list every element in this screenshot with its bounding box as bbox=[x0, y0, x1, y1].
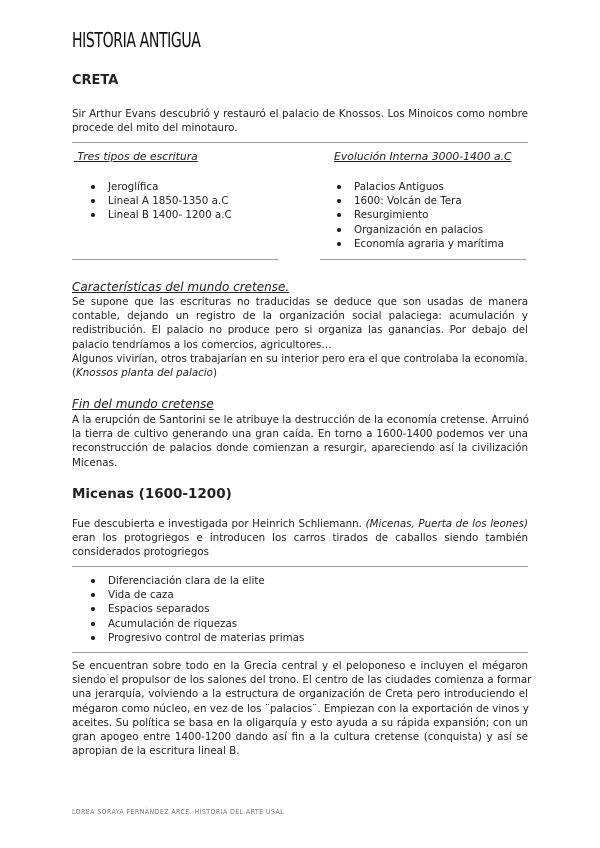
text-line: A la erupción de Santorini se le atribuye la destrucción de la economía cretense. Arruinó bbox=[72, 414, 529, 426]
page-title: HISTORIA ANTIGUA bbox=[72, 28, 201, 52]
creta-intro bbox=[72, 107, 528, 135]
column-heading-escritura: Tres tipos de escritura bbox=[74, 150, 198, 163]
list-item: Jeroglífica bbox=[88, 180, 232, 194]
section-heading-fin: Fin del mundo cretense bbox=[72, 397, 214, 411]
divider-left bbox=[72, 259, 278, 260]
text-line: considerados protogriegos bbox=[72, 546, 209, 559]
divider bbox=[72, 142, 528, 143]
text-line: una jerarquía, volviendo a la estructura de organización de Creta pero introduciendo el bbox=[72, 688, 528, 701]
text-line: contable, dejando un registro de la organización social palaciega: acumulación y bbox=[72, 310, 528, 323]
text-line: redistribución. El palacio no produce pero si organiza las ganancias. Por debajo del bbox=[72, 324, 528, 337]
list-item: Lineal A 1850-1350 a.C bbox=[88, 194, 232, 208]
section-heading-caracteristicas: Características del mundo cretense. bbox=[72, 280, 290, 294]
caracteristicas-text bbox=[72, 295, 528, 380]
divider-right bbox=[320, 259, 526, 260]
micenas-body bbox=[72, 659, 532, 758]
list-item: Progresivo control de materias primas bbox=[88, 631, 304, 645]
intro-text: Fue descubierta e investigada por Heinrich Schliemann. bbox=[72, 518, 366, 530]
column-heading-evolucion: Evolución Interna 3000-1400 a.C bbox=[334, 150, 512, 163]
caption-italic: Knossos planta del palacio bbox=[76, 367, 213, 380]
text-line: Algunos vivirían, otros trabajarían en su interior pero era el que controlaba la economía. bbox=[72, 352, 528, 365]
text-line: gran apogeo entre 1400-1200 dando así fin a la cultura cretense (conquista) y así se bbox=[72, 731, 528, 744]
list-item: Organización en palacios bbox=[334, 223, 504, 237]
list-item: Espacios separados bbox=[88, 602, 304, 616]
divider bbox=[72, 566, 528, 567]
divider bbox=[72, 652, 528, 653]
text-line: Micenas. bbox=[72, 456, 118, 469]
section-heading-creta: CRETA bbox=[72, 73, 119, 88]
page-footer: LOREA SORAYA FERNÁNDEZ ARCE. HISTORIA DEL ARTE USAL bbox=[72, 808, 285, 816]
list-evolucion bbox=[334, 180, 504, 251]
list-item: Lineal B 1400- 1200 a.C bbox=[88, 208, 232, 222]
text-line: aceites. Su política se basa en la oligarquía y esto ayuda a su rápida expansión; con un bbox=[72, 716, 528, 729]
list-escritura bbox=[88, 180, 232, 223]
image-caption: (Micenas, Puerta de los leones) bbox=[365, 518, 528, 530]
text-line: reconstrucción de palacios donde comienzan a resurgir, apareciendo así la civilización bbox=[72, 442, 528, 455]
text-line: siendo el propulsor de los salones del trono. El centro de las ciudades comienza a formar bbox=[72, 674, 532, 687]
list-item: Diferenciación clara de la elite bbox=[88, 574, 304, 588]
text-line bbox=[72, 517, 528, 531]
text-line: eran los protogriegos e introducen los carros tirados de caballos siendo también bbox=[72, 532, 528, 545]
creta-intro-line: Sir Arthur Evans descubrió y restauró el palacio de Knossos. Los Minoicos como nombre bbox=[72, 108, 528, 120]
creta-intro-line: procede del mito del minotauro. bbox=[72, 122, 238, 135]
list-micenas bbox=[88, 574, 304, 645]
list-item: Resurgimiento bbox=[334, 208, 504, 222]
text-line: Se supone que las escrituras no traducidas se deduce que son usadas de manera bbox=[72, 296, 528, 308]
text-line: apropian de la escritura lineal B. bbox=[72, 745, 240, 758]
list-item: Economía agraria y marítima bbox=[334, 237, 504, 251]
list-item: 1600: Volcán de Tera bbox=[334, 194, 504, 208]
text-line: palacio tendríamos a los comercios, agricultores… bbox=[72, 338, 332, 351]
caption-close: ) bbox=[212, 367, 218, 380]
text-line: Se encuentran sobre todo en la Grecia central y el peloponeso e incluyen el mégaron bbox=[72, 660, 528, 672]
text-line: mégaron como núcleo, en vez de los ¨palacios¨. Empiezan con la exportación de vinos y bbox=[72, 702, 529, 715]
list-item: Vida de caza bbox=[88, 588, 304, 602]
caption-open: ( bbox=[72, 367, 77, 380]
micenas-intro bbox=[72, 517, 528, 560]
section-heading-micenas: Micenas (1600-1200) bbox=[72, 486, 232, 502]
image-caption bbox=[72, 366, 528, 380]
list-item: Palacios Antiguos bbox=[334, 180, 504, 194]
fin-text bbox=[72, 413, 528, 470]
text-line: la tierra de cultivo generando una gran caída. En torno a 1600-1400 podemos ver una bbox=[72, 428, 528, 441]
list-item: Acumulación de riquezas bbox=[88, 617, 304, 631]
